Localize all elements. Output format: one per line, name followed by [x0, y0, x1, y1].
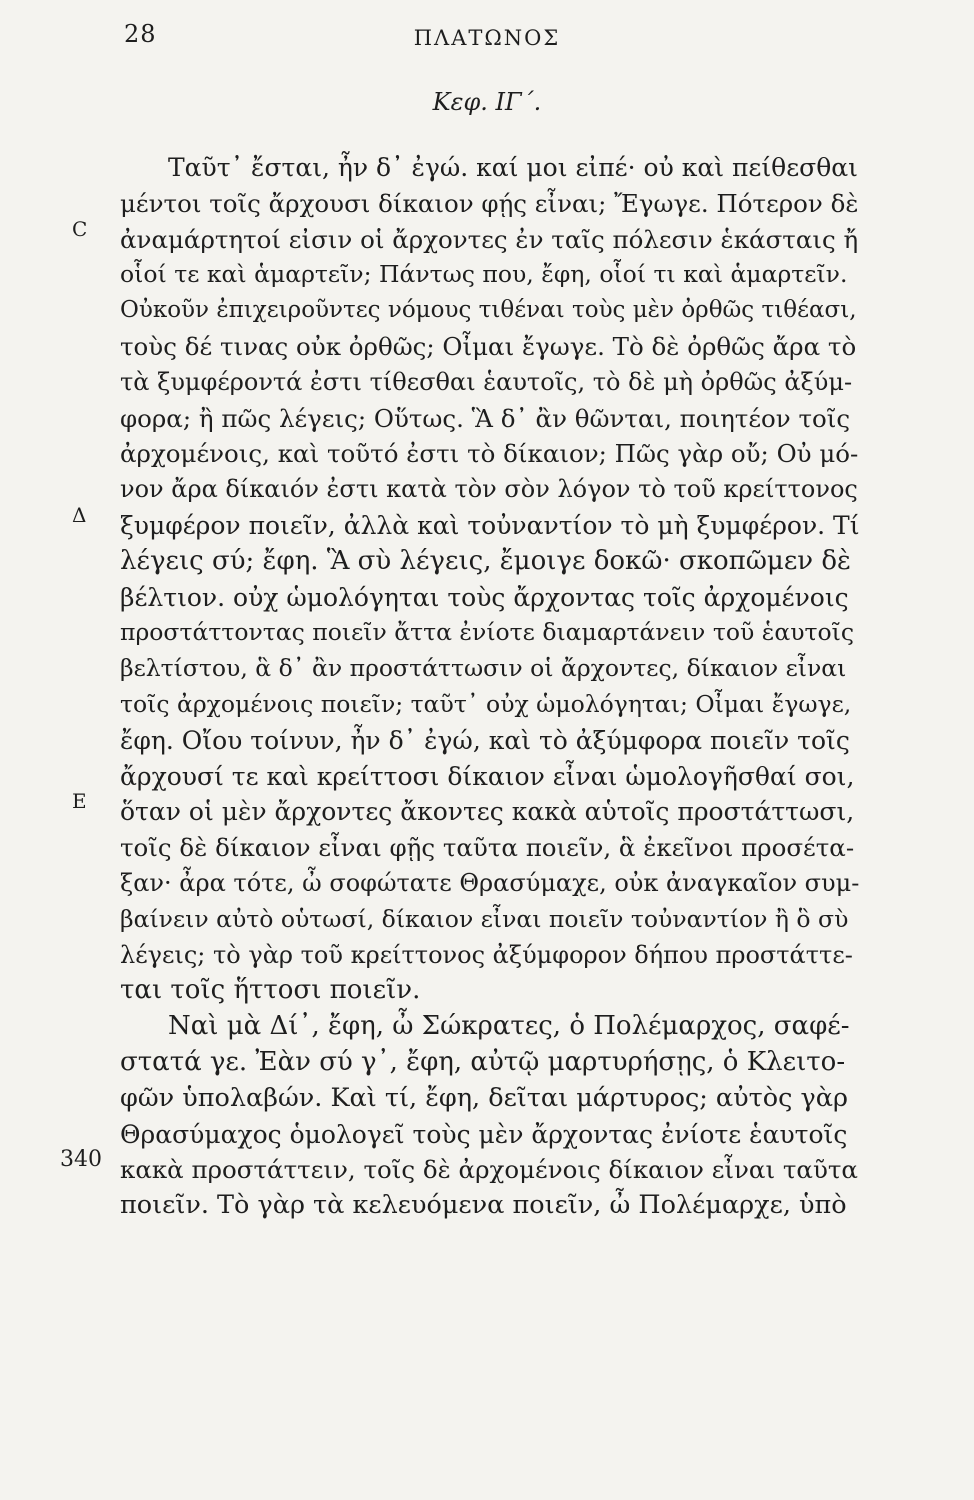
chapter-title: Κεφ. ΙΓ΄. — [432, 88, 542, 116]
text-line: ποιεῖν. Τὸ γὰρ τὰ κελευόμενα ποιεῖν, ὦ Πολέμαρχε, ὑπὸ — [120, 1190, 847, 1221]
text-line: τὰ ξυμφέροντά ἐστι τίθεσθαι ἑαυτοῖς, τὸ δὲ μὴ ὀρθῶς ἀξύμ- — [120, 367, 853, 396]
text-line: τοῖς ἀρχομένοις ποιεῖν; ταῦτ᾽ οὐχ ὡμολόγηται; Οἶμαι ἔγωγε, — [120, 689, 852, 718]
margin-marker-d: Δ — [72, 503, 87, 527]
text-line: φορα; ἢ πῶς λέγεις; Οὕτως. Ἃ δ᾽ ἂν θῶνται, ποιητέον τοῖς — [120, 403, 851, 433]
text-line: λέγεις; τὸ γὰρ τοῦ κρείττονος ἀξύμφορον δήπου προστάττε- — [120, 940, 853, 969]
text-line: φῶν ὑπολαβών. Καὶ τί, ἔφη, δεῖται μάρτυρος; αὐτὸς γὰρ — [120, 1082, 848, 1113]
text-line: τοὺς δέ τινας οὐκ ὀρθῶς; Οἶμαι ἔγωγε. Τὸ δὲ ὀρθῶς ἄρα τὸ — [120, 331, 857, 361]
text-line: ἄρχουσί τε καὶ κρείττοσι δίκαιον εἶναι ὡμολογῆσθαί σοι, — [120, 761, 855, 791]
margin-marker-e: E — [72, 789, 87, 813]
greek-text-block — [120, 150, 860, 1224]
page-number: 28 — [124, 20, 157, 48]
text-line: βελτίστου, ἃ δ᾽ ἂν προστάττωσιν οἱ ἄρχοντες, δίκαιον εἶναι — [120, 654, 847, 683]
text-line: ται τοῖς ἥττοσι ποιεῖν. — [120, 975, 421, 1006]
text-line: Ναὶ μὰ Δί᾽, ἔφη, ὦ Σώκρατες, ὁ Πολέμαρχος, σαφέ- — [168, 1011, 850, 1042]
text-line: Οὐκοῦν ἐπιχειροῦντες νόμους τιθέναι τοὺς μὲν ὀρθῶς τιθέασι, — [120, 297, 857, 324]
text-line: Θρασύμαχος ὁμολογεῖ τοὺς μὲν ἄρχοντας ἐνίοτε ἑαυτοῖς — [120, 1119, 848, 1149]
text-line: μέντοι τοῖς ἄρχουσι δίκαιον φῄς εἶναι; Ἔγωγε. Πότερον δὲ — [120, 188, 859, 218]
text-line: προστάττοντας ποιεῖν ἄττα ἐνίοτε διαμαρτάνειν τοῦ ἑαυτοῖς — [120, 618, 855, 647]
text-line: ἀναμάρτητοί εἰσιν οἱ ἄρχοντες ἐν ταῖς πόλεσιν ἑκάσταις ἤ — [120, 224, 859, 254]
running-head: ΠΛΑΤΩΝΟΣ — [413, 26, 561, 50]
margin-marker-c: C — [72, 217, 88, 241]
text-line: ἀρχομένοις, καὶ τοῦτό ἐστι τὸ δίκαιον; Πῶς γὰρ οὔ; Οὐ μό- — [120, 439, 859, 469]
text-line: ἔφη. Οἴου τοίνυν, ἦν δ᾽ ἐγώ, καὶ τὸ ἀξύμφορα ποιεῖν τοῖς — [120, 725, 850, 755]
text-line: κακὰ προστάττειν, τοῖς δὲ ἀρχομένοις δίκαιον εἶναι ταῦτα — [120, 1155, 858, 1185]
text-line: Ταῦτ᾽ ἔσται, ἦν δ᾽ ἐγώ. καί μοι εἰπέ· οὐ καὶ πείθεσθαι — [168, 153, 858, 182]
text-line: τοῖς δὲ δίκαιον εἶναι φῇς ταῦτα ποιεῖν, ἃ ἐκεῖνοι προσέτα- — [120, 833, 855, 863]
margin-marker-340: 340 — [60, 1147, 102, 1172]
text-line: ὅταν οἱ μὲν ἄρχοντες ἄκοντες κακὰ αὑτοῖς προστάττωσι, — [120, 797, 855, 827]
text-line: ξαν· ἆρα τότε, ὦ σοφώτατε Θρασύμαχε, οὐκ ἀναγκαῖον συμ- — [120, 868, 860, 897]
text-line: βέλτιον. οὐχ ὡμολόγηται τοὺς ἄρχοντας τοῖς ἀρχομένοις — [120, 582, 849, 612]
text-line: βαίνειν αὐτὸ οὑτωσί, δίκαιον εἶναι ποιεῖν τοὐναντίον ἢ ὃ σὺ — [120, 904, 849, 933]
text-line: οἷοί τε καὶ ἁμαρτεῖν; Πάντως που, ἔφη, οἷοί τι καὶ ἁμαρτεῖν. — [120, 260, 848, 289]
text-line: ξυμφέρον ποιεῖν, ἀλλὰ καὶ τοὐναντίον τὸ μὴ ξυμφέρον. Τί — [120, 510, 860, 540]
text-line: νον ἄρα δίκαιόν ἐστι κατὰ τὸν σὸν λόγον τὸ τοῦ κρείττονος — [120, 475, 858, 504]
text-line: στατά γε. Ἐὰν σύ γ᾽, ἔφη, αὐτῷ μαρτυρήσῃς, ὁ Κλειτο- — [120, 1046, 846, 1077]
text-line: λέγεις σύ; ἔφη. Ἃ σὺ λέγεις, ἔμοιγε δοκῶ· σκοπῶμεν δὲ — [120, 545, 851, 576]
